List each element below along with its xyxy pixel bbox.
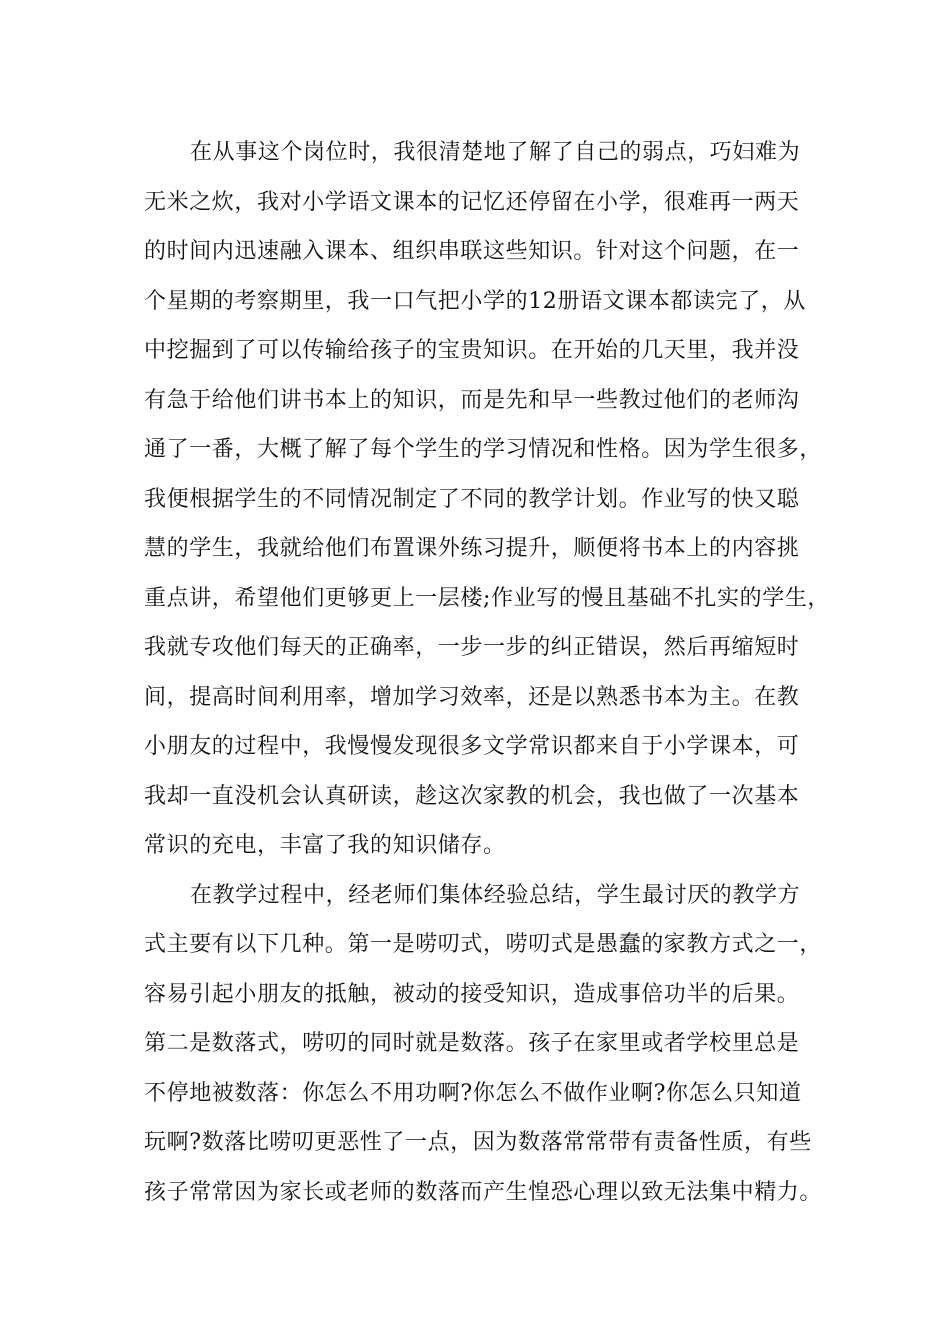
paragraph-2 — [144, 871, 834, 1218]
text-line: 的时间内迅速融入课本、组织串联这些知识。针对这个问题，在一 — [144, 239, 800, 264]
text-line: 不停地被数落：你怎么不用功啊?你怎么不做作业啊?你怎么只知道 — [144, 1080, 802, 1106]
text-line: 中挖掘到了可以传输给孩子的宝贵知识。在开始的几天里，我并没 — [144, 338, 800, 363]
text-line: 在教学过程中，经老师们集体经验总结，学生最讨厌的教学方 — [190, 882, 801, 908]
text-line: 间，提高时间利用率，增加学习效率，还是以熟悉书本为主。在教 — [144, 684, 800, 710]
text-line: 在从事这个岗位时，我很清楚地了解了自己的弱点，巧妇难为 — [190, 140, 801, 165]
text-line: 孩子常常因为家长或老师的数落而产生惶恐心理以致无法集中精力。 — [144, 1179, 823, 1205]
text-line: 常识的充电，丰富了我的知识储存。 — [144, 833, 506, 858]
text-line: 我便根据学生的不同情况制定了不同的教学计划。作业写的快又聪 — [144, 486, 800, 512]
text-line: 第二是数落式，唠叨的同时就是数落。孩子在家里或者学校里总是 — [144, 1031, 800, 1056]
text-line: 小朋友的过程中，我慢慢发现很多文学常识都来自于小学课本，可 — [144, 734, 800, 759]
text-line: 通了一番，大概了解了每个学生的学习情况和性格。因为学生很多， — [144, 437, 823, 462]
text-line: 玩啊?数落比唠叨更恶性了一点，因为数落常常带有责备性质，有些 — [144, 1130, 812, 1155]
text-line: 有急于给他们讲书本上的知识，而是先和早一些教过他们的老师沟 — [144, 387, 800, 413]
text-line: 我就专攻他们每天的正确率，一步一步的纠正错误，然后再缩短时 — [144, 635, 800, 660]
text-line: 容易引起小朋友的抵触，被动的接受知识，造成事倍功半的后果。 — [144, 981, 800, 1007]
document-body — [144, 128, 834, 1217]
text-line: 个星期的考察期里，我一口气把小学的12册语文课本都读完了，从 — [144, 288, 806, 314]
text-line: 无米之炊，我对小学语文课本的记忆还停留在小学，很难再一两天 — [144, 189, 800, 215]
paragraph-1 — [144, 128, 834, 871]
text-line: 我却一直没机会认真研读，趁这次家教的机会，我也做了一次基本 — [144, 783, 800, 809]
text-line: 重点讲，希望他们更够更上一层楼;作业写的慢且基础不扎实的学生， — [144, 585, 831, 611]
text-line: 式主要有以下几种。第一是唠叨式，唠叨式是愚蠢的家教方式之一， — [144, 932, 823, 957]
text-line: 慧的学生，我就给他们布置课外练习提升，顺便将书本上的内容挑 — [144, 536, 800, 561]
